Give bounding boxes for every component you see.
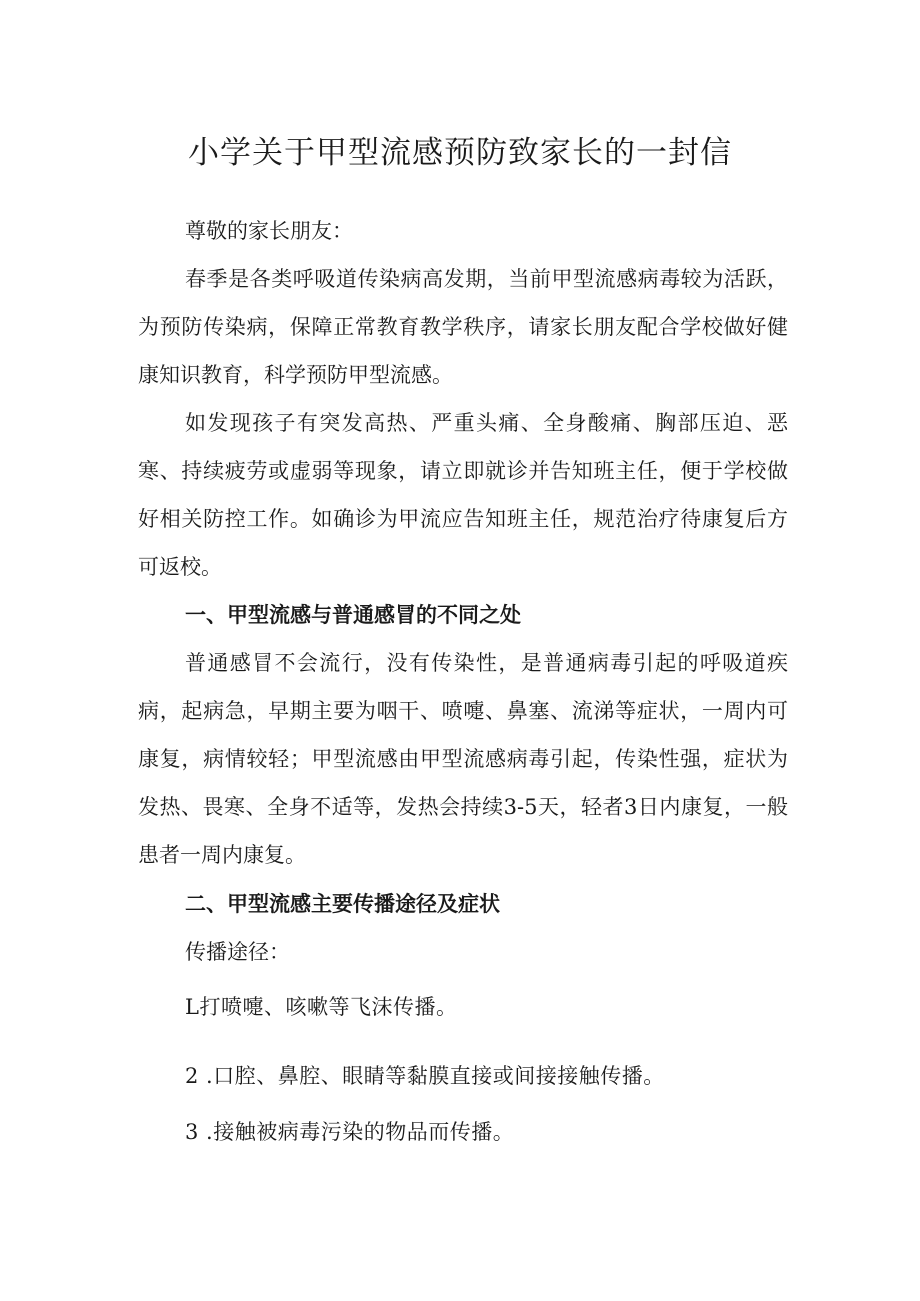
list-item: L打喷嚏、咳嗽等飞沫传播。 — [185, 995, 458, 1019]
paragraph-symptoms-notice: 如发现孩子有突发高热、严重头痛、全身酸痛、胸部压迫、恶寒、持续疲劳或虚弱等现象，请立即就诊并告知班主任，便于学校做好相关防控工作。如确诊为甲流应告知班主任，规范治疗待康复后方可返校。 — [138, 411, 788, 579]
section-2-heading: 二、甲型流感主要传播途径及症状 — [185, 892, 500, 916]
greeting: 尊敬的家长朋友： — [185, 219, 353, 243]
paragraph-intro: 春季是各类呼吸道传染病高发期，当前甲型流感病毒较为活跃，为预防传染病，保障正常教育教学秩序，请家长朋友配合学校做好健康知识教育，科学预防甲型流感。 — [138, 267, 788, 387]
list-item: 2 .口腔、鼻腔、眼睛等黏膜直接或间接接触传播。 — [185, 1064, 665, 1088]
section-1-heading: 一、甲型流感与普通感冒的不同之处 — [185, 603, 521, 627]
section-2-subheading: 传播途径： — [185, 940, 290, 964]
list-item: 3 .接触被病毒污染的物品而传播。 — [185, 1120, 515, 1144]
document-title: 小学关于甲型流感预防致家长的一封信 — [188, 135, 732, 171]
section-1-paragraph: 普通感冒不会流行，没有传染性，是普通病毒引起的呼吸道疾病，起病急，早期主要为咽干、喷嚏、鼻塞、流涕等症状，一周内可康复，病情较轻；甲型流感由甲型流感病毒引起，传染性强，症状为发热、畏寒、全身不适等，发热会持续3-5天，轻者3日内康复，一般患者一周内康复。 — [138, 651, 788, 867]
